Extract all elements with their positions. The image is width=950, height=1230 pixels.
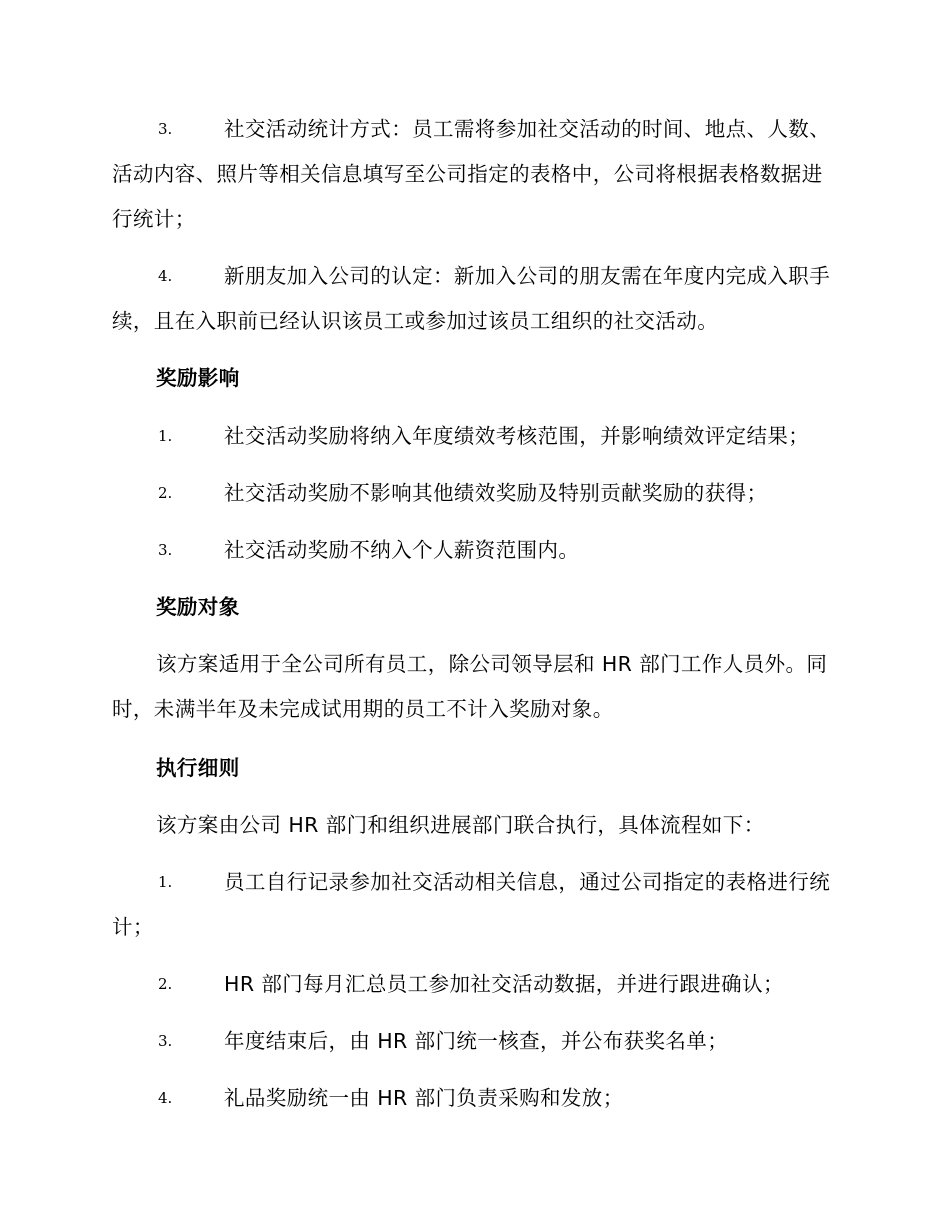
list-number: 2. (158, 975, 173, 993)
target-paragraph: 该方案适用于全公司所有员工，除公司领导层和 HR 部门工作人员外。同时，未满半年及未完成试用期的员工不计入奖励对象。 (112, 652, 828, 721)
list-item (112, 860, 842, 950)
list-item (112, 254, 842, 344)
list-item (112, 962, 842, 1007)
list-text: HR 部门每月汇总员工参加社交活动数据，并进行跟进确认； (224, 972, 784, 996)
list-text: 新朋友加入公司的认定：新加入公司的朋友需在年度内完成入职手续，且在入职前已经认识该员工或参加过该员工组织的社交活动。 (112, 264, 831, 333)
execution-intro: 该方案由公司 HR 部门和组织进展部门联合执行，具体流程如下： (156, 813, 765, 837)
list-number: 4. (158, 267, 173, 285)
list-text: 社交活动奖励将纳入年度绩效考核范围，并影响绩效评定结果； (224, 424, 810, 448)
list-text: 礼品奖励统一由 HR 部门负责采购和发放； (224, 1086, 624, 1110)
list-text: 员工自行记录参加社交活动相关信息，通过公司指定的表格进行统计； (112, 870, 831, 939)
section-heading-execution: 执行细则 (156, 756, 240, 780)
list-number: 3. (158, 1032, 173, 1050)
list-number: 2. (158, 484, 173, 502)
list-item (112, 471, 842, 516)
list-item (112, 414, 842, 459)
list-number: 1. (158, 873, 173, 891)
list-item (112, 528, 842, 573)
list-number: 4. (158, 1089, 173, 1107)
list-text: 社交活动奖励不纳入个人薪资范围内。 (224, 538, 580, 562)
list-number: 3. (158, 541, 173, 559)
list-text: 年度结束后，由 HR 部门统一核查，并公布获奖名单； (224, 1029, 729, 1053)
section-heading-impact: 奖励影响 (156, 366, 240, 390)
section-heading-target: 奖励对象 (156, 595, 240, 619)
list-text: 社交活动统计方式：员工需将参加社交活动的时间、地点、人数、活动内容、照片等相关信息填写至公司指定的表格中，公司将根据表格数据进行统计； (112, 117, 831, 231)
list-number: 3. (158, 120, 173, 138)
list-number: 1. (158, 427, 173, 445)
list-item (112, 107, 842, 242)
list-item (112, 1019, 842, 1064)
list-item (112, 1076, 842, 1121)
list-text: 社交活动奖励不影响其他绩效奖励及特别贡献奖励的获得； (224, 481, 768, 505)
